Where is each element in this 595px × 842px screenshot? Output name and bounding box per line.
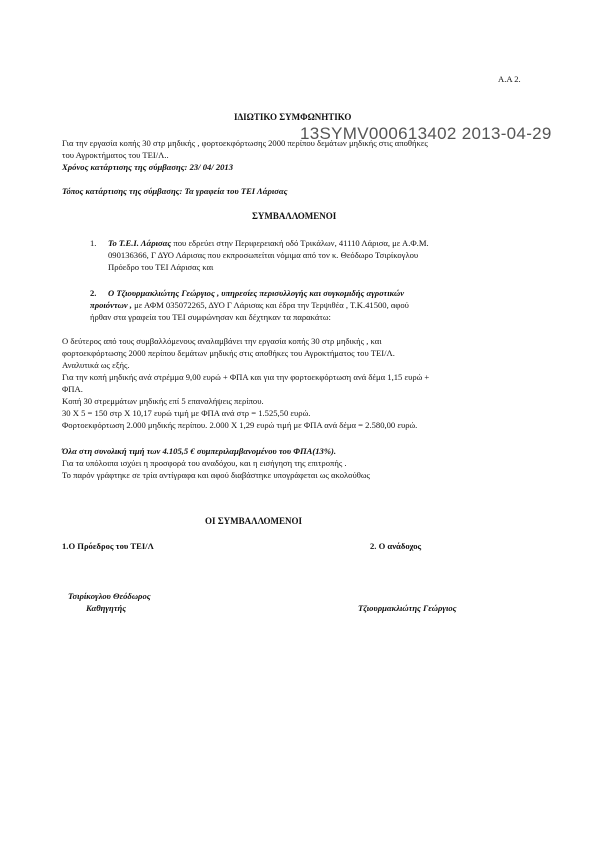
terms-line: Αναλυτικά ως εξής. [62,360,130,370]
signature-right-title: 2. Ο ανάδοχος [370,541,422,551]
intro-line-2: του Αγροκτήματος του ΤΕΙ/Λ.. [62,150,169,160]
party-1-number: 1. [90,238,97,248]
registry-stamp: 13SYMV000613402 2013-04-29 [300,124,552,143]
signature-left-role: Καθηγητής [86,603,127,613]
closing-line: Το παρόν γράφτηκε σε τρία αντίγραφα και αφού διαβάστηκε υπογράφεται ως ακολούθως [62,470,370,480]
party-1-line-1 [108,238,429,249]
party-2-name-continued: προιόντων , [90,300,132,310]
terms-line: Φορτοεκφόρτωση 2.000 μηδικής περίπου. 2.000 Χ 1,29 ευρώ τιμή με ΦΠΑ ανά δέμα = 2.580,00 ευρώ. [62,420,418,430]
terms-line: 30 Χ 5 = 150 στρ Χ 10,17 ευρώ τιμή με ΦΠΑ ανά στρ = 1.525,50 ευρώ. [62,408,311,418]
contract-date: Χρόνος κατάρτισης της σύμβασης: 23/ 04/ 2013 [62,162,234,172]
signature-left-name: Τσιρίκογλου Θεόδωρος [68,591,151,601]
terms-line: ΦΠΑ. [62,384,83,394]
party-2-number: 2. [90,288,97,298]
party-2-line-2 [90,300,409,311]
party-1-line-1-rest: που εδρεύει στην Περιφερειακή οδό Τρικάλων, 41110 Λάρισα, με Α.Φ.Μ. [171,238,429,248]
party-1-name: Το Τ.Ε.Ι. Λάρισας [108,238,172,248]
party-1-line-3: Πρόεδρο του ΤΕΙ Λάρισας και [108,262,214,272]
signature-left-title: 1.Ο Πρόεδρος του ΤΕΙ/Λ [62,541,154,551]
terms-line: Ο δεύτερος από τους συμβαλλόμενους αναλαμβάνει την εργασία κοπής 30 στρ μηδικής , και [62,336,382,346]
terms-line: Για την κοπή μηδικής ανά στρέμμα 9,00 ευρώ + ΦΠΑ και για την φορτοεκφόρτωση ανά δέμα 1,15 ευρώ + [62,372,430,382]
party-2-line-2-rest: με ΑΦΜ 035072265, ΔΥΟ Γ Λάρισας και έδρα την Τερψιθέα , Τ.Κ.41500, αφού [131,300,409,310]
document-title: ΙΔΙΩΤΙΚΟ ΣΥΜΦΩΝΗΤΙΚΟ [234,112,352,122]
closing-line: Για τα υπόλοιπα ισχύει η προσφορά του αναδόχου, και η εισήγηση της επιτροπής . [62,458,347,468]
terms-line: φορτοεκφόρτωσης 2000 περίπου δεμάτων μηδικής στις αποθήκες του Αγροκτήματος του ΤΕΙ/Λ. [62,348,395,358]
total-price: Όλα στη συνολική τιμή των 4.105,5 € συμπεριλαμβανομένου του ΦΠΑ(13%). [62,446,337,456]
party-2-name: Ο Τζιουρμακλιώτης Γεώργιος , υπηρεσίες περισυλλογής και συγκομιδής αγροτικών [108,288,405,298]
party-1-line-2: 090136366, Γ ΔΥΟ Λάρισας που εκπροσωπείται νόμιμα από τον κ. Θεόδωρο Τσιρίκογλου [108,250,419,260]
parties-heading: ΣΥΜΒΑΛΛΟΜΕΝΟΙ [252,211,337,221]
document-reference: Α.Α 2. [498,74,521,84]
party-2-line-3: ήρθαν στα γραφεία του ΤΕΙ συμφώνησαν και δέχτηκαν τα παρακάτω: [90,312,331,322]
signature-right-name: Τζιουρμακλιώτης Γεώργιος [358,603,457,613]
signatures-heading: ΟΙ ΣΥΜΒΑΛΛΟΜΕΝΟΙ [205,516,303,526]
terms-line: Κοπή 30 στρεμμάτων μηδικής επί 5 επαναλήψεις περίπου. [62,396,264,406]
contract-place: Τόπος κατάρτισης της σύμβασης: Τα γραφεία του ΤΕΙ Λάρισας [62,186,288,196]
intro-line-1: Για την εργασία κοπής 30 στρ μηδικής , φορτοεκφόρτωσης 2000 περίπου δεμάτων μηδικής στις αποθήκες [62,138,428,148]
